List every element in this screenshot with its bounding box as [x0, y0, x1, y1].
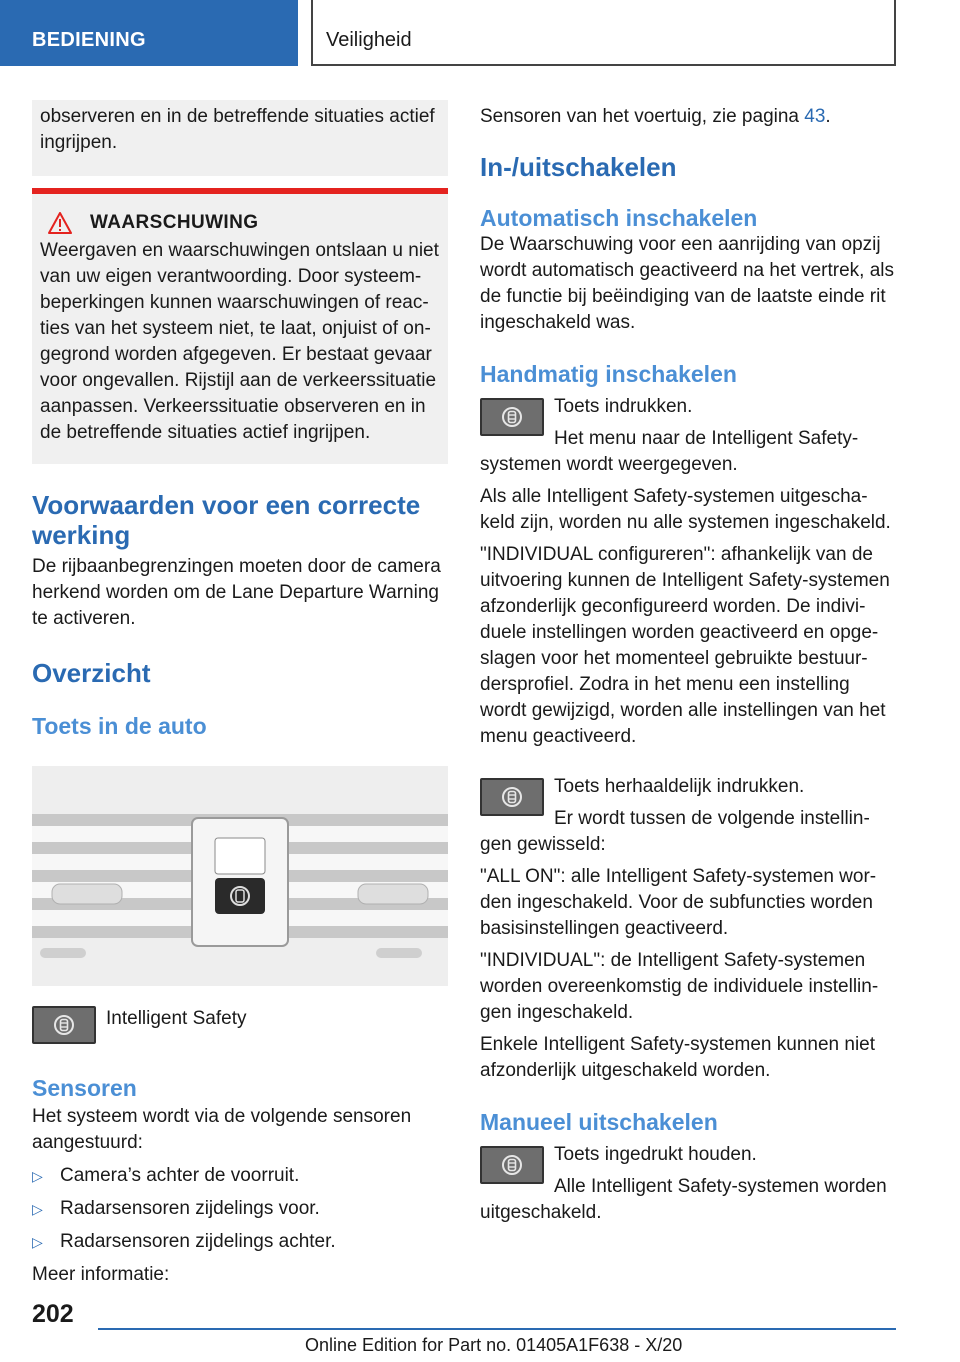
paragraph-sensoren: Het systeem wordt via de volgende sensoren aangestuurd:	[32, 1106, 412, 1153]
step-text	[554, 1142, 887, 1200]
paragraph-voorwaarden: De rijbaanbegrenzingen moeten door de camera herkend worden om de Lane Departure Warning te activeren.	[32, 556, 441, 629]
sensor-text: Camera’s achter de voorruit.	[60, 1165, 300, 1186]
button-label: Intelligent Safety	[106, 1008, 247, 1029]
subsection-title: Veiligheid	[326, 29, 412, 51]
page-number: 202	[32, 1300, 74, 1328]
sensors-reference	[480, 100, 896, 130]
intelligent-safety-button-icon	[32, 1006, 96, 1044]
warning-text: Weergaven en waarschuwingen ontslaan u niet van uw eigen verantwoording. Door systeembeperkingen kunnen waarschuwingen of reacties van het systeem niet, te laat, onjuist of ongegrond worden afgegeven. Er bestaat gevaar voor ongevallen. Rijstijl aan de verkeerssituatie aanpassen. Verkeerssituatie observeren en in de betreffende situaties actief ingrijpen.	[40, 240, 439, 443]
list-item	[32, 1229, 448, 1255]
intelligent-safety-button-icon	[480, 1146, 544, 1184]
heading-handmatig: Handmatig inschakelen	[480, 361, 737, 387]
step-2-continued: uitgeschakeld.	[480, 1202, 602, 1223]
heading-sensoren: Sensoren	[32, 1075, 137, 1101]
step-1: Toets indrukken.	[554, 396, 693, 417]
section-title: BEDIENING	[32, 29, 146, 51]
heading-automatisch: Automatisch inschakelen	[480, 205, 758, 231]
step-1: Toets herhaaldelijk indrukken.	[554, 776, 805, 797]
paragraph-all-on: "ALL ON": alle Intelligent Safety-systemen worden ingeschakeld. Voor de subfuncties worden basisinstellingen geactiveerd.	[480, 866, 877, 939]
meer-informatie: Meer informatie:	[32, 1264, 170, 1285]
button-step-row	[480, 1142, 896, 1200]
page-link[interactable]: 43	[804, 106, 826, 127]
footer-edition: Online Edition for Part no. 01405A1F638 - X/20	[305, 1335, 683, 1355]
heading-toets: Toets in de auto	[32, 713, 207, 739]
left-column	[32, 100, 448, 1288]
step-2: Het menu naar de Intelligent Safety-	[554, 428, 859, 449]
warning-header	[48, 212, 440, 234]
dashboard-photo	[32, 766, 448, 986]
warning-title: WAARSCHUWING	[90, 212, 259, 233]
step-2: Alle Intelligent Safety-systemen worden	[554, 1176, 887, 1197]
subsection-box	[311, 0, 896, 66]
triangle-bullet-icon: ▷	[32, 1168, 43, 1184]
heading-voorwaarden: Voorwaarden voor een correcte werking	[32, 490, 421, 550]
step-1: Toets ingedrukt houden.	[554, 1144, 757, 1165]
note-text: observeren en in de betreffende situaties actief ingrijpen.	[40, 106, 435, 153]
triangle-bullet-icon: ▷	[32, 1234, 43, 1250]
step-text	[554, 774, 870, 832]
list-item	[32, 1196, 448, 1222]
button-legend-row	[32, 1006, 448, 1044]
intelligent-safety-button-icon	[480, 398, 544, 436]
sensor-text: Radarsensoren zijdelings voor.	[60, 1198, 320, 1219]
list-item	[32, 1163, 448, 1189]
dashboard-illustration	[32, 766, 448, 986]
warning-triangle-icon	[48, 212, 72, 234]
intelligent-safety-button-icon	[480, 778, 544, 816]
step-2-continued: systemen wordt weergegeven.	[480, 454, 738, 475]
paragraph-handmatig-2: "INDIVIDUAL configureren": afhankelijk van de uitvoering kunnen de Intelligent Safety-systemen afzonderlijk geconfigureerd worden. De individuele instellingen worden geactiveerd en opgeslagen voor het momenteel gebruikte bestuurdersprofiel. Zodra in het menu een instelling wordt gewijzigd, worden alle instellingen van het menu geactiveerd.	[480, 544, 890, 747]
triangle-bullet-icon: ▷	[32, 1201, 43, 1217]
note-box	[32, 100, 448, 176]
step-2: Er wordt tussen de volgende instellin-	[554, 808, 870, 829]
sensor-text: Radarsensoren zijdelings achter.	[60, 1231, 336, 1252]
footer-divider	[98, 1328, 896, 1330]
right-column	[480, 100, 896, 1226]
button-step-row	[480, 774, 896, 832]
paragraph-automatisch: De Waarschuwing voor een aanrijding van opzij wordt automatisch geactiveerd na het vertrek, als de functie bij beëindiging van de laatste einde rit ingeschakeld was.	[480, 234, 894, 333]
heading-in-uitschakelen: In-/uitschakelen	[480, 152, 677, 182]
paragraph-enkele: Enkele Intelligent Safety-systemen kunnen niet afzonderlijk uitgeschakeld worden.	[480, 1034, 876, 1081]
sensor-list	[32, 1163, 448, 1255]
step-text	[554, 394, 858, 452]
button-step-row	[480, 394, 896, 452]
period: .	[825, 106, 831, 127]
step-2-continued: gen gewisseld:	[480, 834, 606, 855]
warning-box	[32, 188, 448, 464]
paragraph-handmatig-1: Als alle Intelligent Safety-systemen uitgeschakeld zijn, worden nu alle systemen ingeschakeld.	[480, 486, 891, 533]
section-tab	[0, 0, 298, 66]
reference-text: Sensoren van het voertuig, zie pagina	[480, 106, 799, 127]
heading-overzicht: Overzicht	[32, 658, 151, 688]
paragraph-individual: "INDIVIDUAL": de Intelligent Safety-systemen worden overeenkomstig de individuele instellingen ingeschakeld.	[480, 950, 879, 1023]
heading-manueel: Manueel uitschakelen	[480, 1109, 718, 1135]
